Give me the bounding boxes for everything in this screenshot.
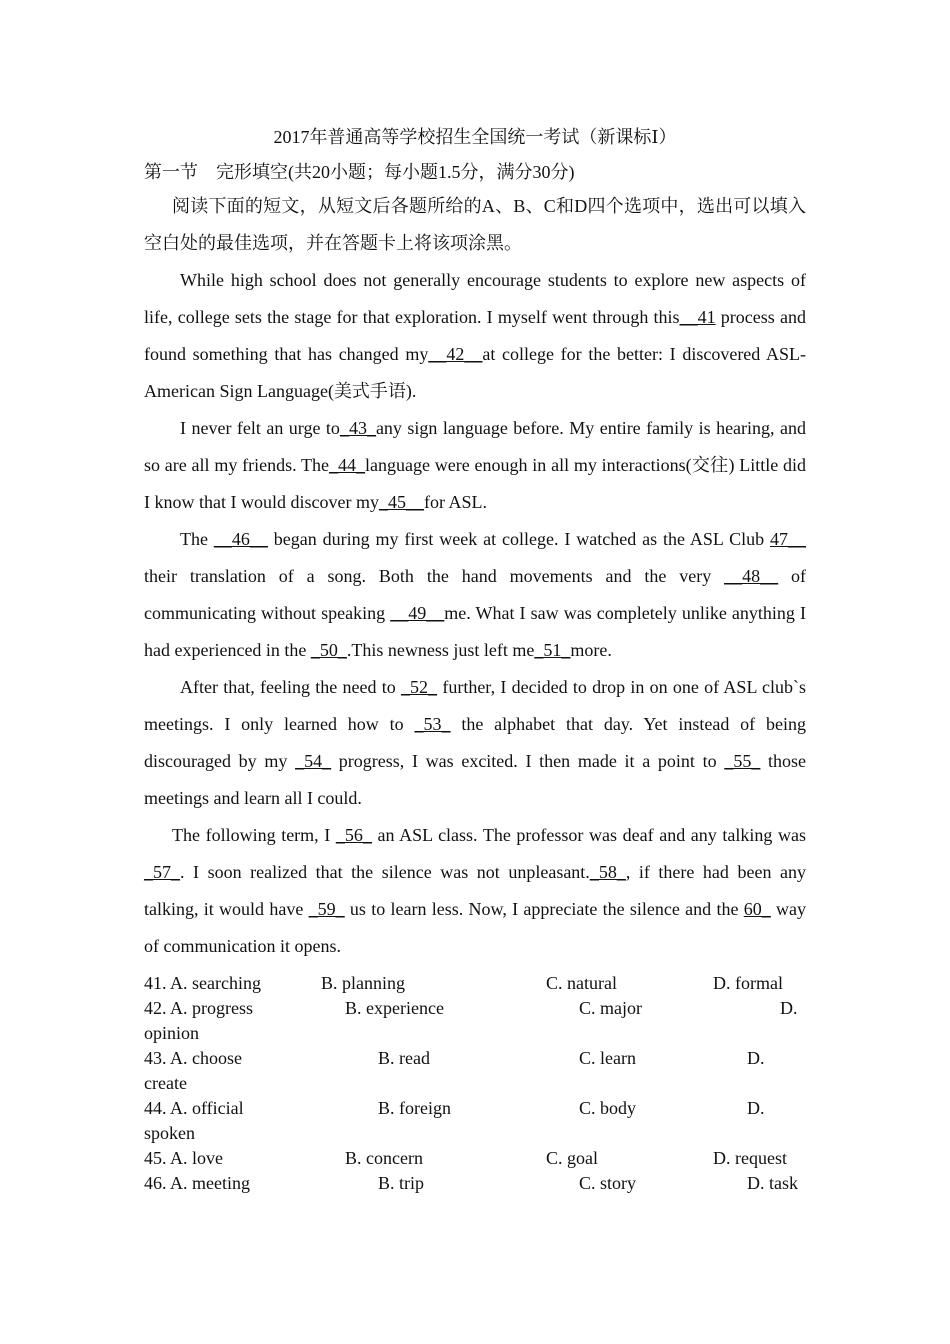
instructions: 阅读下面的短文，从短文后各题所给的A、B、C和D四个选项中，选出可以填入空白处的最佳选项，并在答题卡上将该项涂黑。 bbox=[144, 196, 806, 253]
blank-50: _50_ bbox=[310, 640, 347, 660]
option-row-44 bbox=[144, 1096, 806, 1146]
option-row-45 bbox=[144, 1146, 806, 1171]
passage-text: more. bbox=[570, 640, 612, 660]
option-b: B. experience bbox=[345, 998, 444, 1018]
option-a: 43. A. choose bbox=[144, 1048, 242, 1068]
option-c: C. goal bbox=[546, 1148, 598, 1168]
option-a: 46. A. meeting bbox=[144, 1173, 250, 1193]
option-d: D. request bbox=[713, 1148, 787, 1168]
option-row-42 bbox=[144, 996, 806, 1046]
option-c: C. story bbox=[579, 1173, 637, 1193]
option-d: D. bbox=[747, 1098, 765, 1118]
blank-48: __48__ bbox=[724, 566, 779, 586]
blank-51: _51_ bbox=[534, 640, 571, 660]
option-a: 45. A. love bbox=[144, 1148, 223, 1168]
passage-text: progress, I was excited. I then made it a point to bbox=[338, 751, 717, 771]
passage-text: for ASL. bbox=[423, 492, 487, 512]
passage-text: me. What I saw was completely unlike anything I had experienced in the bbox=[144, 603, 807, 660]
exam-title: 2017年普通高等学校招生全国统一考试（新课标Ⅰ） bbox=[273, 127, 677, 147]
passage-text: , if there had been any talking, it would have bbox=[144, 862, 806, 919]
blank-41: __41 bbox=[679, 307, 716, 327]
blank-58: _58_ bbox=[589, 862, 626, 882]
passage-text: any sign language before. My entire family is hearing, and so are all my friends. The bbox=[144, 418, 806, 475]
blank-47: 47__ bbox=[770, 529, 806, 549]
passage-text: an ASL class. The professor was deaf and any talking was bbox=[377, 825, 806, 845]
blank-56: _56_ bbox=[335, 825, 372, 845]
exam-page bbox=[144, 122, 806, 1196]
blank-53: _53_ bbox=[414, 714, 451, 734]
blank-46: __46__ bbox=[213, 529, 268, 549]
passage-text: language were enough in all my interactions(交往) Little did I know that I would discover my bbox=[144, 455, 806, 512]
section-description: 完形填空(共20小题；每小题1.5分，满分30分) bbox=[216, 162, 575, 182]
option-c: C. major bbox=[579, 998, 642, 1018]
section-heading bbox=[144, 156, 806, 188]
passage-paragraph-1 bbox=[144, 262, 806, 410]
passage-paragraph-4 bbox=[144, 669, 806, 817]
option-a: 41. A. searching bbox=[144, 973, 261, 993]
passage-text: While high school does not generally encourage students to explore new aspects of life, college sets the stage for that exploration. I myself went through this bbox=[144, 270, 806, 327]
blank-55: _55_ bbox=[724, 751, 761, 771]
blank-59: _59_ bbox=[308, 899, 345, 919]
passage-text: After that, feeling the need to bbox=[180, 677, 396, 697]
blank-49: __49__ bbox=[390, 603, 445, 623]
passage-text: . I soon realized that the silence was not unpleasant. bbox=[180, 862, 590, 882]
blank-52: _52_ bbox=[401, 677, 438, 697]
option-d: D. task bbox=[747, 1173, 798, 1193]
answer-options bbox=[144, 971, 806, 1196]
passage-text: .This newness just left me bbox=[346, 640, 535, 660]
blank-43: _43_ bbox=[339, 418, 376, 438]
passage-text: us to learn less. Now, I appreciate the silence and the bbox=[349, 899, 739, 919]
option-b: B. read bbox=[378, 1048, 430, 1068]
option-row-46 bbox=[144, 1171, 806, 1196]
option-c: C. body bbox=[579, 1098, 637, 1118]
section-name: 第一节 bbox=[144, 162, 198, 182]
option-b: B. foreign bbox=[378, 1098, 451, 1118]
passage-paragraph-5 bbox=[144, 817, 806, 965]
passage-text: The following term, I bbox=[172, 825, 331, 845]
blank-44: _44_ bbox=[329, 455, 366, 475]
passage-text: further, I decided to drop in on one of ASL club`s meetings. I only learned how to bbox=[144, 677, 807, 734]
passage-text: the alphabet that day. Yet instead of being discouraged by my bbox=[144, 714, 806, 771]
passage-paragraph-3 bbox=[144, 521, 806, 669]
blank-57: _57_ bbox=[144, 862, 180, 882]
option-c: C. learn bbox=[579, 1048, 636, 1068]
passage-text: way of communication it opens. bbox=[144, 899, 807, 956]
passage-text: at college for the better: I discovered ASL-American Sign Language(美式手语). bbox=[144, 344, 806, 401]
passage-text: began during my first week at college. I watched as the ASL Club bbox=[273, 529, 765, 549]
passage-text: process and found something that has changed my bbox=[144, 307, 806, 364]
option-d-text: opinion bbox=[144, 1023, 200, 1043]
option-d: D. bbox=[747, 1048, 765, 1068]
option-d: D. formal bbox=[713, 973, 783, 993]
blank-45: _45__ bbox=[378, 492, 424, 512]
blank-42: __42__ bbox=[428, 344, 483, 364]
option-d: D. bbox=[780, 998, 798, 1018]
option-c: C. natural bbox=[546, 973, 617, 993]
option-b: B. planning bbox=[321, 973, 405, 993]
option-d-text: create bbox=[144, 1073, 187, 1093]
passage-text: those meetings and learn all I could. bbox=[144, 751, 807, 808]
option-b: B. concern bbox=[345, 1148, 423, 1168]
passage-text: their translation of a song. Both the hand movements and the very bbox=[144, 566, 712, 586]
option-row-41 bbox=[144, 971, 806, 996]
passage-text: I never felt an urge to bbox=[180, 418, 340, 438]
option-d-text: spoken bbox=[144, 1123, 195, 1143]
option-a: 42. A. progress bbox=[144, 998, 253, 1018]
passage-paragraph-2 bbox=[144, 410, 806, 521]
blank-60: 60_ bbox=[743, 899, 771, 919]
passage-text: The bbox=[180, 529, 208, 549]
passage-text: of communicating without speaking bbox=[144, 566, 807, 623]
option-b: B. trip bbox=[378, 1173, 425, 1193]
option-a: 44. A. official bbox=[144, 1098, 244, 1118]
blank-54: _54_ bbox=[295, 751, 332, 771]
option-row-43 bbox=[144, 1046, 806, 1096]
